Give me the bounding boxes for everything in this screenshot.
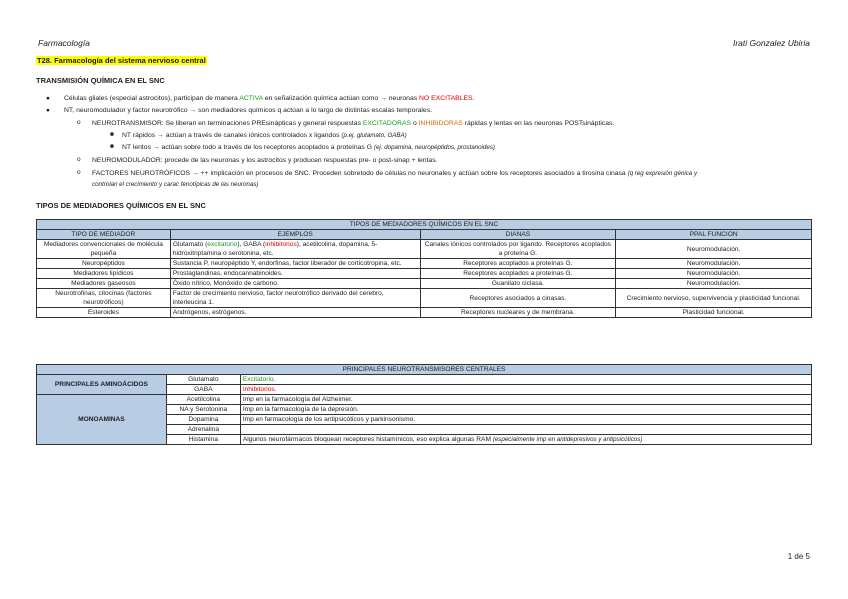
cell-tipo: Esteroides xyxy=(37,308,171,318)
cell-nt-desc: Excitatorio. xyxy=(240,375,811,385)
cell-nt-desc: Imp en la farmacología del Alzheimer. xyxy=(240,395,811,405)
cell-nt-name: Acetilcolina xyxy=(166,395,240,405)
table-row xyxy=(37,395,812,405)
mediadores-table xyxy=(36,219,812,318)
cell-dianas: Receptores acoplados a proteínas G. xyxy=(420,269,616,279)
col-header-funcion: PPAL FUNCION xyxy=(616,230,812,240)
col-header-dianas: DIANAS xyxy=(420,230,616,240)
cell-nt-desc: Imp en farmacología de los antipsicóticos y parkinsonismo. xyxy=(240,415,811,425)
table-title: TIPOS DE MEDIADORES QUÍMICOS EN EL SNC xyxy=(37,220,812,230)
cell-nt-name: NA y Serotonina xyxy=(166,405,240,415)
category-aminoacidos: PRINCIPALES AMINOÁCIDOS xyxy=(37,375,167,395)
square-bullet: ■ xyxy=(110,131,114,138)
cell-nt-desc: Algunos neurofármacos bloquean receptores histamínicos, eso explica algunas RAM (especialmente imp en antidepresivos y antipsicóticos) xyxy=(240,435,811,445)
bullet-celulas-gliales: Células gliales (especial astrocitos), participan de manera ACTIVA en señalización química actúan como → neuronas NO EXCITABLES. xyxy=(64,95,475,102)
cell-nt-name: Adrenalina xyxy=(166,425,240,435)
cell-ejemplos: Sustancia P, neuropéptido Y, endorfinas, factor liberador de corticotropina, etc. xyxy=(170,259,420,269)
col-header-tipo: TIPO DE MEDIADOR xyxy=(37,230,171,240)
cell-ejemplos: Factor de crecimiento nervioso, factor neurotrófico derivado del cerebro, interleucina 1. xyxy=(170,289,420,308)
sub-bullet-dot: o xyxy=(77,156,81,163)
cell-ejemplos: Prostaglandinas, endocannabinoides. xyxy=(170,269,420,279)
cell-nt-name: Histamina xyxy=(166,435,240,445)
cell-funcion: Crecimiento nervioso, supervivencia y plasticidad funcional. xyxy=(616,289,812,308)
header-author: Irati Gonzalez Ubiria xyxy=(732,38,810,48)
square-bullet: ■ xyxy=(110,143,114,150)
cell-dianas: Canales iónicos controlados por ligando. Receptores acoplados a proteína G. xyxy=(420,240,616,259)
cell-funcion: Neuromodulación. xyxy=(616,279,812,289)
neurotransmisores-table xyxy=(36,364,812,445)
cell-nt-desc xyxy=(240,425,811,435)
cell-nt-desc: Imp en la farmacología de la depresión. xyxy=(240,405,811,415)
table-title: PRINCIPALES NEUROTRANSMISORES CENTRALES xyxy=(37,365,812,375)
cell-ejemplos: Óxido nítrico, Monóxido de carbono. xyxy=(170,279,420,289)
sub-bullet-dot: o xyxy=(77,169,81,176)
cell-funcion: Neuromodulación. xyxy=(616,240,812,259)
sub-bullet-dot: o xyxy=(77,119,81,126)
bullet-factores-continuation: controlan el crecimiento y carac fenotípicas de las neuronas) xyxy=(92,181,259,188)
cell-nt-name: Glutamato xyxy=(166,375,240,385)
cell-dianas: Guanilato ciclasa. xyxy=(420,279,616,289)
section-title-transmision: TRANSMISIÓN QUÍMICA EN EL SNC xyxy=(36,76,165,85)
section-title-tipos: TIPOS DE MEDIADORES QUÍMICOS EN EL SNC xyxy=(36,201,206,210)
bullet-dot: ● xyxy=(46,107,50,114)
bullet-nt: NT, neuromodulador y factor neurotrófico → son mediadores químicos q actúan a lo largo de distintas escalas temporales. xyxy=(64,107,432,114)
cell-ejemplos: Glutamato (excitatorio), GABA (inhibitorios), acetilcolina, dopamina, 5-hidroxitriptamina o serotonina, etc. xyxy=(170,240,420,259)
bullet-nt-lentos: NT lentos → actúan sobre todo a través de los receptores acoplados a proteínas G (ej. dopamina, neuropéptidos, prostanoides) xyxy=(122,144,495,151)
cell-nt-name: Dopamina xyxy=(166,415,240,425)
table-row xyxy=(37,269,812,279)
table-row xyxy=(37,308,812,318)
bullet-nt-rapidos: NT rápidos → actúan a través de canales iónicos controlados x ligandos (p.ej. glutamato, GABA) xyxy=(122,132,407,139)
table-row xyxy=(37,289,812,308)
bullet-neurotransmisor: NEUROTRANSMISOR: Se liberan en terminaciones PREsinápticas y general respuestas EXCITADORAS o INHIBIDORAS rápidas y lentas en las neuronas POSTsinápticas. xyxy=(92,120,615,127)
header-subject: Farmacología xyxy=(38,38,90,48)
cell-ejemplos: Andrógenos, estrógenos. xyxy=(170,308,420,318)
table-row xyxy=(37,240,812,259)
table-row xyxy=(37,259,812,269)
cell-tipo: Neuropéptidos xyxy=(37,259,171,269)
category-monoaminas: MONOAMINAS xyxy=(37,395,167,445)
table-row xyxy=(37,279,812,289)
col-header-ejemplos: EJEMPLOS xyxy=(170,230,420,240)
cell-tipo: Mediadores gaseosos xyxy=(37,279,171,289)
page-number: 1 de 5 xyxy=(787,552,810,561)
cell-tipo: Mediadores convencionales de molécula pequeña xyxy=(37,240,171,259)
cell-nt-desc: Inhibitorios. xyxy=(240,385,811,395)
cell-nt-name: GABA xyxy=(166,385,240,395)
bullet-factores-neurotroficos: FACTORES NEUROTRÓFICOS → ++ implicación en procesos de SNC. Proceden sobretodo de células no neuronales y actúan sobre los receptores asociados a tirosina cinasa (q reg expresión génica y xyxy=(92,170,698,177)
cell-tipo: Mediadores lipídicos xyxy=(37,269,171,279)
cell-dianas: Receptores nucleares y de membrana. xyxy=(420,308,616,318)
bullet-neuromodulador: NEUROMODULADOR: procede de las neuronas y los astrocitos y producen respuestas pre- o post-sinap + lentas. xyxy=(92,157,438,164)
bullet-dot: ● xyxy=(46,95,50,102)
cell-dianas: Receptores asociados a cinasas. xyxy=(420,289,616,308)
cell-dianas: Receptores acoplados a proteínas G. xyxy=(420,259,616,269)
table-row xyxy=(37,375,812,385)
topic-title: T28. Farmacología del sistema nervioso central xyxy=(37,56,206,65)
cell-funcion: Neuromodulación. xyxy=(616,259,812,269)
cell-funcion: Plasticidad funcional. xyxy=(616,308,812,318)
cell-tipo: Neurotrofinas, citocinas (factores neurotróficos) xyxy=(37,289,171,308)
cell-funcion: Neuromodulación. xyxy=(616,269,812,279)
